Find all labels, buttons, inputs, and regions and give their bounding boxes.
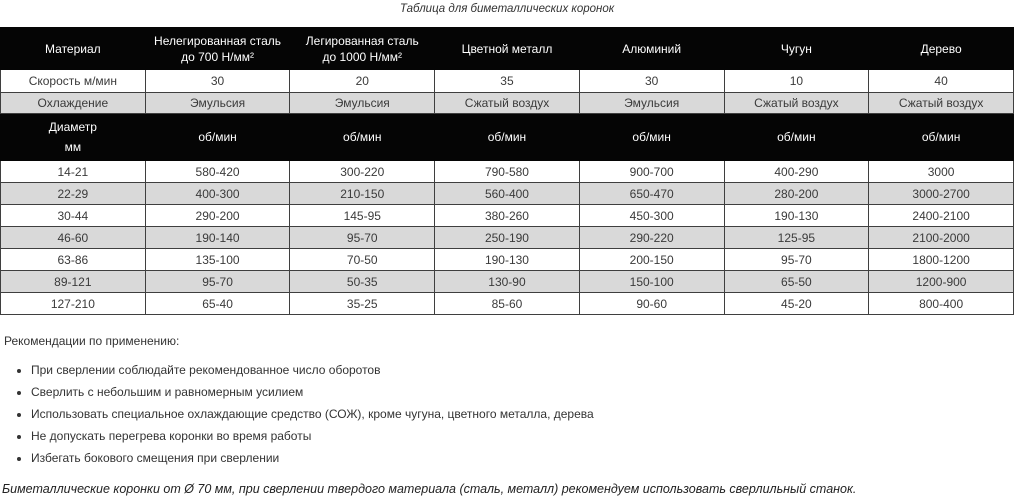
column-header-cast-iron <box>724 28 869 70</box>
table-row <box>1 205 1014 227</box>
rpm-cell: 95-70 <box>145 271 290 293</box>
rpm-cell: 290-200 <box>145 205 290 227</box>
rpm-cell: 300-220 <box>290 161 435 183</box>
rpm-cell: 95-70 <box>724 249 869 271</box>
cooling-value-cell: Сжатый воздух <box>435 93 580 114</box>
page-title: Таблица для биметаллических коронок <box>399 3 615 15</box>
diameter-cell: 63-86 <box>1 249 146 271</box>
speed-row <box>1 70 1014 93</box>
speed-value-cell: 40 <box>869 70 1014 93</box>
column-subtitle: до 1000 Н/мм² <box>322 49 403 64</box>
rpm-cell: 190-130 <box>435 249 580 271</box>
column-title: Дерево <box>920 41 962 56</box>
list-item: • Использовать специальное охлаждающие средство (СОЖ), кроме чугуна, цветного металла, дерева <box>31 408 1014 421</box>
column-header-aluminium <box>579 28 724 70</box>
cooling-value-cell: Сжатый воздух <box>724 93 869 114</box>
column-subtitle: до 700 Н/мм² <box>181 49 254 64</box>
list-item: • Избегать бокового смещения при сверлении <box>31 452 1014 465</box>
rpm-header-cell: об/мин <box>145 114 290 161</box>
diameter-cell: 89-121 <box>1 271 146 293</box>
table-row <box>1 183 1014 205</box>
rpm-cell: 280-200 <box>724 183 869 205</box>
rpm-header-cell: об/мин <box>579 114 724 161</box>
table-row <box>1 227 1014 249</box>
column-title: Алюминий <box>622 41 682 56</box>
rpm-cell: 145-95 <box>290 205 435 227</box>
rpm-cell: 560-400 <box>435 183 580 205</box>
diameter-unit: мм <box>64 140 82 154</box>
cooling-value-cell: Эмульсия <box>290 93 435 114</box>
rpm-cell: 900-700 <box>579 161 724 183</box>
cooling-value-cell: Сжатый воздух <box>869 93 1014 114</box>
speed-label-cell: Скорость м/мин <box>1 70 146 93</box>
bimetal-crown-table <box>0 27 1014 315</box>
rpm-cell: 290-220 <box>579 227 724 249</box>
cooling-label-cell: Охлаждение <box>1 93 146 114</box>
column-header-unalloyed-steel <box>145 28 290 70</box>
speed-value-cell: 20 <box>290 70 435 93</box>
column-title: Легированная сталь <box>305 33 419 48</box>
rpm-header-cell: об/мин <box>435 114 580 161</box>
diameter-cell: 14-21 <box>1 161 146 183</box>
table-row <box>1 293 1014 315</box>
rpm-cell: 50-35 <box>290 271 435 293</box>
rpm-cell: 1200-900 <box>869 271 1014 293</box>
rpm-cell: 190-130 <box>724 205 869 227</box>
rpm-cell: 800-400 <box>869 293 1014 315</box>
rpm-cell: 125-95 <box>724 227 869 249</box>
column-title: Цветной металл <box>461 41 553 56</box>
rpm-cell: 3000-2700 <box>869 183 1014 205</box>
footer-note: Биметаллические коронки от Ø 70 мм, при сверлении твердого материала (сталь, металл) рекомендуем использовать сверлильный станок. <box>2 482 857 496</box>
rpm-cell: 190-140 <box>145 227 290 249</box>
diameter-rpm-header-row <box>1 114 1014 161</box>
list-item: • Не допускать перегрева коронки во время работы <box>31 430 1014 443</box>
rpm-cell: 135-100 <box>145 249 290 271</box>
rpm-cell: 400-290 <box>724 161 869 183</box>
speed-value-cell: 35 <box>435 70 580 93</box>
table-row <box>1 271 1014 293</box>
rpm-cell: 95-70 <box>290 227 435 249</box>
rpm-cell: 3000 <box>869 161 1014 183</box>
table-row <box>1 161 1014 183</box>
rpm-cell: 1800-1200 <box>869 249 1014 271</box>
diameter-header-cell <box>1 114 146 161</box>
rpm-header-cell: об/мин <box>724 114 869 161</box>
cooling-value-cell: Эмульсия <box>145 93 290 114</box>
rpm-header-cell: об/мин <box>290 114 435 161</box>
rpm-cell: 35-25 <box>290 293 435 315</box>
list-item: • При сверлении соблюдайте рекомендованное число оборотов <box>31 364 1014 377</box>
rpm-cell: 65-50 <box>724 271 869 293</box>
cooling-row <box>1 93 1014 114</box>
column-header-nonferrous-metal <box>435 28 580 70</box>
speed-value-cell: 30 <box>579 70 724 93</box>
material-header-row <box>1 28 1014 70</box>
cooling-value-cell: Эмульсия <box>579 93 724 114</box>
speed-value-cell: 30 <box>145 70 290 93</box>
table-row <box>1 249 1014 271</box>
rpm-cell: 380-260 <box>435 205 580 227</box>
rpm-cell: 250-190 <box>435 227 580 249</box>
rpm-cell: 85-60 <box>435 293 580 315</box>
diameter-cell: 22-29 <box>1 183 146 205</box>
rpm-cell: 90-60 <box>579 293 724 315</box>
list-item: • Сверлить с небольшим и равномерным усилием <box>31 386 1014 399</box>
rpm-cell: 2100-2000 <box>869 227 1014 249</box>
column-title: Чугун <box>780 41 812 56</box>
column-title: Нелегированная сталь <box>154 33 282 48</box>
rpm-cell: 70-50 <box>290 249 435 271</box>
recommendations-list <box>16 364 1014 465</box>
rpm-cell: 450-300 <box>579 205 724 227</box>
rpm-cell: 45-20 <box>724 293 869 315</box>
rpm-cell: 65-40 <box>145 293 290 315</box>
rpm-cell: 200-150 <box>579 249 724 271</box>
diameter-cell: 127-210 <box>1 293 146 315</box>
rpm-cell: 2400-2100 <box>869 205 1014 227</box>
rpm-cell: 580-420 <box>145 161 290 183</box>
column-header-alloyed-steel <box>290 28 435 70</box>
diameter-cell: 30-44 <box>1 205 146 227</box>
rpm-header-cell: об/мин <box>869 114 1014 161</box>
diameter-cell: 46-60 <box>1 227 146 249</box>
diameter-label: Диаметр <box>48 120 97 134</box>
recommendations-heading: Рекомендации по применению: <box>4 334 180 348</box>
rpm-cell: 150-100 <box>579 271 724 293</box>
rpm-cell: 400-300 <box>145 183 290 205</box>
speed-value-cell: 10 <box>724 70 869 93</box>
rpm-cell: 130-90 <box>435 271 580 293</box>
rpm-cell: 210-150 <box>290 183 435 205</box>
rpm-cell: 790-580 <box>435 161 580 183</box>
material-header-cell: Материал <box>1 28 146 70</box>
rpm-cell: 650-470 <box>579 183 724 205</box>
column-header-wood <box>869 28 1014 70</box>
